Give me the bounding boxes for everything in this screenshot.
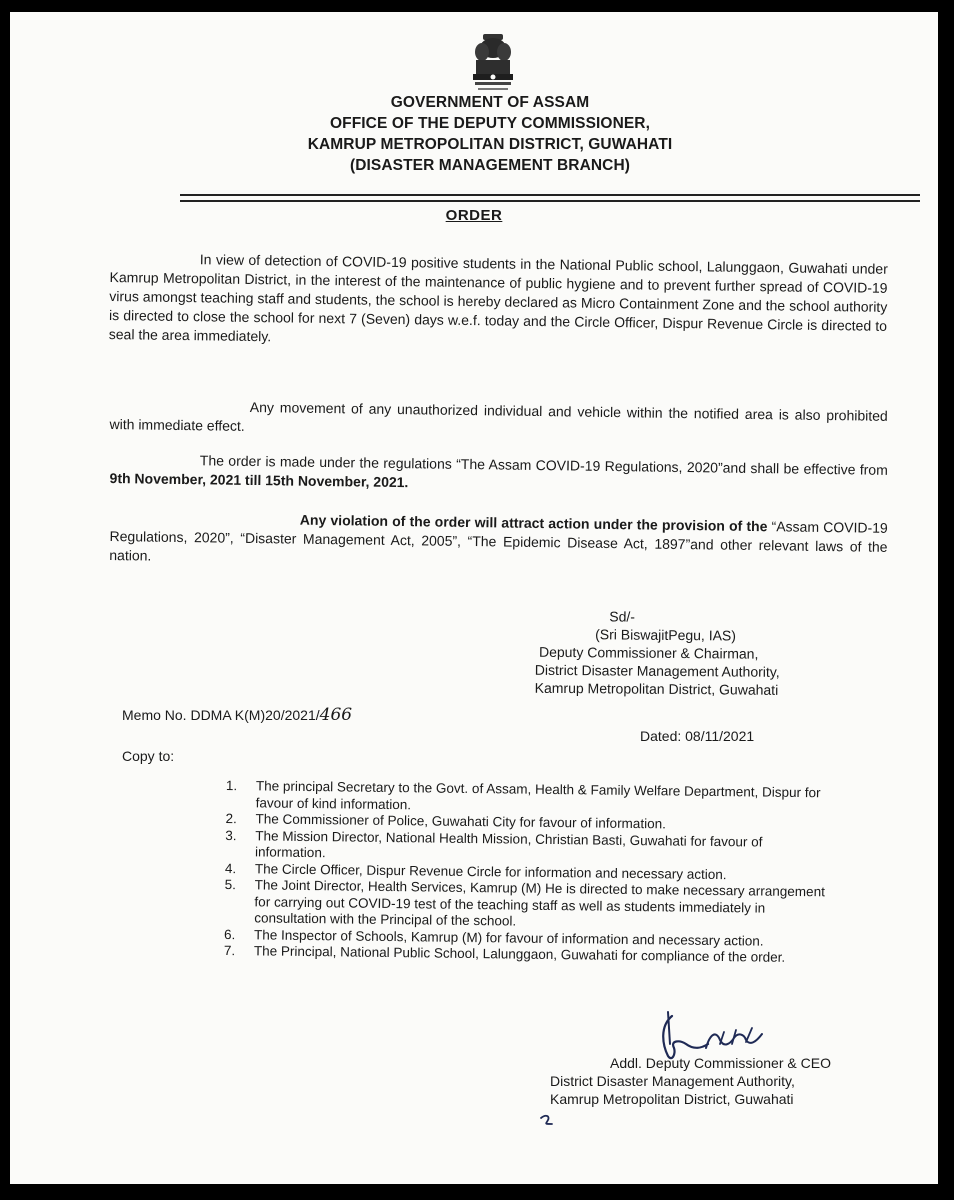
list-item: 7. The Principal, National Public School, Lalunggaon, Guwahati for compliance of the order. bbox=[223, 942, 786, 965]
signatory-designation: Deputy Commissioner & Chairman, bbox=[538, 643, 759, 662]
memo-label: Memo No. DDMA K(M)20/2021/ bbox=[122, 707, 320, 723]
copy-list bbox=[224, 778, 836, 967]
addl-authority: District Disaster Management Authority, bbox=[550, 1073, 795, 1089]
list-item: 4. The Circle Officer, Dispur Revenue Circle for information and necessary action. bbox=[224, 860, 727, 882]
list-item: 2. The Commissioner of Police, Guwahati City for favour of information. bbox=[225, 810, 666, 832]
paragraph-1-text: In view of detection of COVID-19 positive students in the National Public school, Lalunggaon, Guwahati under Kamrup Metropolitan District, in the interest of the maintenance of public hygiene and to prevent further spread of COVID-19 virus amongst teaching staff and students, the school is hereby declared as Micro Containment Zone and the school authority is directed to close the school for next 7 (Seven) days w.e.f. today and the Circle Officer, Dispur Revenue Circle is directed to seal the area immediately. bbox=[108, 251, 888, 345]
copy-to-heading: Copy to: bbox=[122, 748, 175, 764]
header-divider-top bbox=[180, 194, 920, 196]
paragraph-3-text: The order is made under the regulations “The Assam COVID-19 Regulations, 2020”and shall be effective from bbox=[199, 452, 888, 478]
header-divider-bottom bbox=[180, 200, 920, 202]
list-item: 3. The Mission Director, National Health Mission, Christian Basti, Guwahati for favour of information. bbox=[225, 827, 763, 861]
dated-line: Dated: 08/11/2021 bbox=[640, 728, 755, 744]
paragraph-2-text: Any movement of any unauthorized individual and vehicle within the notified area is also prohibited with immediate effect. bbox=[109, 398, 888, 434]
letterhead-office: OFFICE OF THE DEPUTY COMMISSIONER, bbox=[329, 115, 651, 132]
list-item: 1. The principal Secretary to the Govt. of Assam, Health & Family Welfare Department, Dispur for favour of kind information. bbox=[225, 778, 821, 812]
order-paragraph-3 bbox=[109, 450, 887, 499]
memo-handwritten-number: 466 bbox=[319, 705, 353, 725]
handwritten-mark-icon bbox=[538, 1110, 560, 1128]
letterhead-government: GOVERNMENT OF ASSAM bbox=[390, 94, 590, 111]
list-item: 5. The Joint Director, Health Services, Kamrup (M) He is directed to make necessary arrangement for carrying out COVID-19 test of the teaching staff as well as students immediately in consultation with the Principal of the school. bbox=[224, 876, 825, 929]
list-item: 6. The Inspector of Schools, Kamrup (M) for favour of information and necessary action. bbox=[224, 926, 764, 949]
addl-district: Kamrup Metropolitan District, Guwahati bbox=[550, 1091, 794, 1107]
order-paragraph-2 bbox=[109, 396, 887, 445]
signatory-name: (Sri BiswajitPegu, IAS) bbox=[595, 626, 737, 644]
order-title: ORDER bbox=[445, 207, 503, 224]
signatory-district: Kamrup Metropolitan District, Guwahati bbox=[534, 679, 779, 698]
document-page bbox=[10, 12, 938, 1184]
effective-dates: 9th November, 2021 till 15th November, 2021. bbox=[109, 469, 409, 491]
addl-designation: Addl. Deputy Commissioner & CEO bbox=[610, 1055, 831, 1071]
signatory-block bbox=[535, 607, 826, 700]
order-paragraph-4 bbox=[109, 508, 888, 576]
signatory-authority: District Disaster Management Authority, bbox=[534, 661, 780, 680]
order-paragraph-1 bbox=[109, 249, 888, 355]
letterhead-branch: (DISASTER MANAGEMENT BRANCH) bbox=[349, 157, 631, 174]
paragraph-4-text: “Assam COVID-19 Regulations, 2020”, “Disaster Management Act, 2005”, “The Epidemic Disease Act, 1897”and other relevant laws of the nation. bbox=[109, 518, 888, 564]
letterhead bbox=[270, 92, 710, 176]
signed-mark: Sd/- bbox=[609, 608, 636, 625]
letterhead-district: KAMRUP METROPOLITAN DISTRICT, GUWAHATI bbox=[307, 136, 673, 153]
memo-number bbox=[122, 705, 352, 725]
addl-officer-block bbox=[550, 1054, 850, 1108]
violation-warning: Any violation of the order will attract action under the provision of the bbox=[299, 511, 768, 535]
